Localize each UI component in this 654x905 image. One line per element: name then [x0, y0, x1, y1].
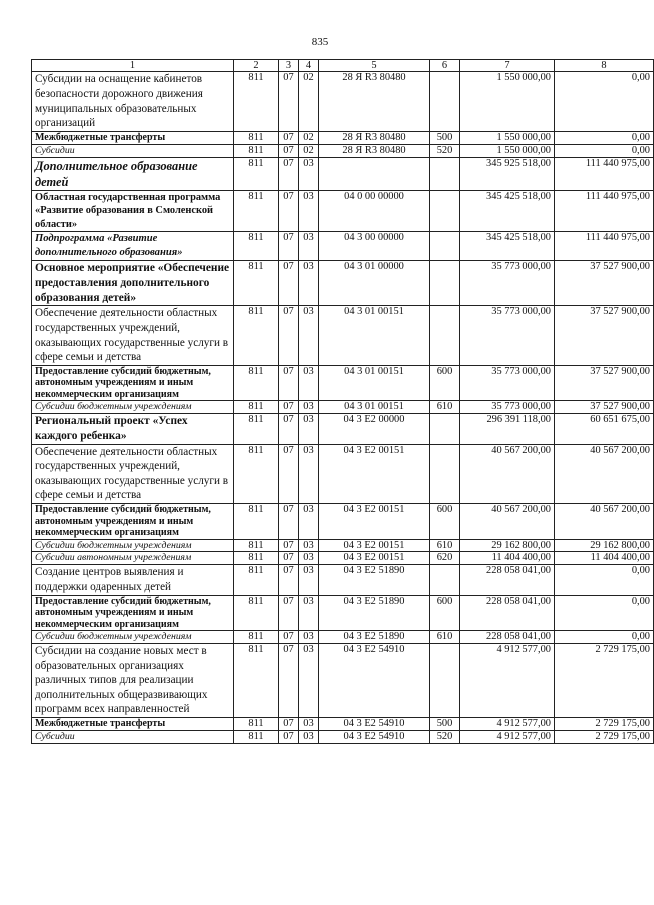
expense-type-cell: 600 [430, 595, 460, 631]
table-row [32, 631, 654, 644]
header-cell: 7 [460, 60, 555, 72]
section-code-cell: 07 [279, 232, 299, 261]
target-article-cell: 28 Я R3 80480 [319, 72, 430, 131]
subsection-code-cell: 03 [299, 260, 319, 305]
table-row [32, 260, 654, 305]
target-article-cell: 04 3 E2 54910 [319, 717, 430, 730]
target-article-cell: 04 3 E2 00000 [319, 414, 430, 445]
ministry-code-cell: 811 [234, 504, 279, 540]
ministry-code-cell: 811 [234, 144, 279, 157]
expense-type-cell: 500 [430, 717, 460, 730]
target-article-cell: 04 3 E2 00151 [319, 539, 430, 552]
expense-type-cell: 620 [430, 552, 460, 565]
header-cell: 5 [319, 60, 430, 72]
expense-type-cell: 610 [430, 401, 460, 414]
target-article-cell: 04 3 E2 51890 [319, 565, 430, 595]
amount-year-2-cell: 2 729 175,00 [555, 644, 654, 718]
expense-type-cell [430, 190, 460, 232]
item-name-cell: Областная государственная программа «Развитие образования в Смоленской области» [32, 190, 234, 232]
item-name-cell: Субсидии [32, 144, 234, 157]
expense-type-cell [430, 414, 460, 445]
item-name-cell: Предоставление субсидий бюджетным, автономным учреждениям и иным некоммерческим организациям [32, 504, 234, 540]
section-code-cell: 07 [279, 190, 299, 232]
item-name-cell: Подпрограмма «Развитие дополнительного образования» [32, 232, 234, 261]
subsection-code-cell: 03 [299, 365, 319, 401]
amount-year-2-cell: 0,00 [555, 144, 654, 157]
amount-year-1-cell: 4 912 577,00 [460, 644, 555, 718]
expense-type-cell: 600 [430, 504, 460, 540]
table-row [32, 401, 654, 414]
expense-type-cell: 600 [430, 365, 460, 401]
amount-year-2-cell: 111 440 975,00 [555, 157, 654, 190]
amount-year-2-cell: 29 162 800,00 [555, 539, 654, 552]
section-code-cell: 07 [279, 504, 299, 540]
ministry-code-cell: 811 [234, 365, 279, 401]
ministry-code-cell: 811 [234, 157, 279, 190]
ministry-code-cell: 811 [234, 717, 279, 730]
table-row [32, 72, 654, 131]
item-name-cell: Обеспечение деятельности областных государственных учреждений, оказывающих государственные услуги в сфере семьи и детства [32, 306, 234, 365]
expense-type-cell [430, 565, 460, 595]
table-row [32, 144, 654, 157]
subsection-code-cell: 03 [299, 565, 319, 595]
amount-year-1-cell: 228 058 041,00 [460, 631, 555, 644]
table-row [32, 539, 654, 552]
section-code-cell: 07 [279, 444, 299, 503]
ministry-code-cell: 811 [234, 131, 279, 144]
item-name-cell: Межбюджетные трансферты [32, 717, 234, 730]
ministry-code-cell: 811 [234, 539, 279, 552]
item-name-cell: Дополнительное образование детей [32, 157, 234, 190]
section-code-cell: 07 [279, 365, 299, 401]
table-row [32, 565, 654, 595]
ministry-code-cell: 811 [234, 72, 279, 131]
amount-year-2-cell: 37 527 900,00 [555, 260, 654, 305]
ministry-code-cell: 811 [234, 190, 279, 232]
table-row [32, 190, 654, 232]
ministry-code-cell: 811 [234, 401, 279, 414]
amount-year-1-cell: 35 773 000,00 [460, 401, 555, 414]
amount-year-2-cell: 2 729 175,00 [555, 717, 654, 730]
table-row [32, 730, 654, 743]
amount-year-1-cell: 1 550 000,00 [460, 144, 555, 157]
ministry-code-cell: 811 [234, 552, 279, 565]
subsection-code-cell: 03 [299, 414, 319, 445]
amount-year-2-cell: 0,00 [555, 631, 654, 644]
expense-type-cell [430, 232, 460, 261]
table-row [32, 444, 654, 503]
subsection-code-cell: 03 [299, 595, 319, 631]
section-code-cell: 07 [279, 401, 299, 414]
table-row [32, 414, 654, 445]
header-cell: 1 [32, 60, 234, 72]
amount-year-1-cell: 35 773 000,00 [460, 365, 555, 401]
subsection-code-cell: 02 [299, 72, 319, 131]
amount-year-1-cell: 345 425 518,00 [460, 190, 555, 232]
amount-year-1-cell: 40 567 200,00 [460, 444, 555, 503]
ministry-code-cell: 811 [234, 260, 279, 305]
ministry-code-cell: 811 [234, 232, 279, 261]
subsection-code-cell: 03 [299, 631, 319, 644]
header-cell: 3 [279, 60, 299, 72]
amount-year-2-cell: 37 527 900,00 [555, 365, 654, 401]
item-name-cell: Субсидии бюджетным учреждениям [32, 539, 234, 552]
table-row [32, 232, 654, 261]
table-row [32, 365, 654, 401]
target-article-cell: 04 3 E2 00151 [319, 504, 430, 540]
table-row [32, 552, 654, 565]
section-code-cell: 07 [279, 539, 299, 552]
amount-year-1-cell: 11 404 400,00 [460, 552, 555, 565]
item-name-cell: Субсидии бюджетным учреждениям [32, 401, 234, 414]
target-article-cell: 04 3 00 00000 [319, 232, 430, 261]
ministry-code-cell: 811 [234, 730, 279, 743]
item-name-cell: Субсидии [32, 730, 234, 743]
table-row [32, 717, 654, 730]
section-code-cell: 07 [279, 644, 299, 718]
target-article-cell: 04 3 E2 51890 [319, 631, 430, 644]
amount-year-1-cell: 29 162 800,00 [460, 539, 555, 552]
subsection-code-cell: 03 [299, 232, 319, 261]
amount-year-2-cell: 111 440 975,00 [555, 190, 654, 232]
table-row [32, 644, 654, 718]
section-code-cell: 07 [279, 131, 299, 144]
subsection-code-cell: 03 [299, 157, 319, 190]
target-article-cell: 04 3 E2 51890 [319, 595, 430, 631]
ministry-code-cell: 811 [234, 565, 279, 595]
expense-type-cell: 520 [430, 730, 460, 743]
item-name-cell: Создание центров выявления и поддержки одаренных детей [32, 565, 234, 595]
section-code-cell: 07 [279, 157, 299, 190]
amount-year-1-cell: 1 550 000,00 [460, 131, 555, 144]
expense-type-cell [430, 157, 460, 190]
item-name-cell: Предоставление субсидий бюджетным, автономным учреждениям и иным некоммерческим организациям [32, 595, 234, 631]
target-article-cell: 04 3 01 00151 [319, 401, 430, 414]
subsection-code-cell: 03 [299, 444, 319, 503]
target-article-cell [319, 157, 430, 190]
ministry-code-cell: 811 [234, 595, 279, 631]
amount-year-1-cell: 345 425 518,00 [460, 232, 555, 261]
expense-type-cell [430, 260, 460, 305]
amount-year-2-cell: 0,00 [555, 131, 654, 144]
page-number: 835 [311, 36, 329, 48]
header-cell: 8 [555, 60, 654, 72]
expense-type-cell: 610 [430, 539, 460, 552]
amount-year-1-cell: 4 912 577,00 [460, 717, 555, 730]
header-cell: 2 [234, 60, 279, 72]
subsection-code-cell: 02 [299, 131, 319, 144]
subsection-code-cell: 03 [299, 552, 319, 565]
item-name-cell: Предоставление субсидий бюджетным, автономным учреждениям и иным некоммерческим организациям [32, 365, 234, 401]
subsection-code-cell: 03 [299, 539, 319, 552]
expense-type-cell [430, 444, 460, 503]
ministry-code-cell: 811 [234, 444, 279, 503]
table-header-row [32, 60, 654, 72]
section-code-cell: 07 [279, 565, 299, 595]
expense-type-cell [430, 644, 460, 718]
amount-year-2-cell: 2 729 175,00 [555, 730, 654, 743]
table-row [32, 595, 654, 631]
subsection-code-cell: 03 [299, 306, 319, 365]
item-name-cell: Субсидии бюджетным учреждениям [32, 631, 234, 644]
expense-type-cell: 520 [430, 144, 460, 157]
expense-type-cell [430, 72, 460, 131]
ministry-code-cell: 811 [234, 414, 279, 445]
item-name-cell: Региональный проект «Успех каждого ребенка» [32, 414, 234, 445]
amount-year-1-cell: 296 391 118,00 [460, 414, 555, 445]
amount-year-2-cell: 40 567 200,00 [555, 504, 654, 540]
amount-year-2-cell: 0,00 [555, 72, 654, 131]
target-article-cell: 04 3 E2 00151 [319, 444, 430, 503]
item-name-cell: Межбюджетные трансферты [32, 131, 234, 144]
amount-year-2-cell: 0,00 [555, 565, 654, 595]
amount-year-2-cell: 40 567 200,00 [555, 444, 654, 503]
subsection-code-cell: 03 [299, 717, 319, 730]
target-article-cell: 04 0 00 00000 [319, 190, 430, 232]
section-code-cell: 07 [279, 72, 299, 131]
ministry-code-cell: 811 [234, 306, 279, 365]
item-name-cell: Субсидии на оснащение кабинетов безопасности дорожного движения муниципальных образовательных организаций [32, 72, 234, 131]
amount-year-1-cell: 35 773 000,00 [460, 260, 555, 305]
amount-year-1-cell: 40 567 200,00 [460, 504, 555, 540]
item-name-cell: Субсидии на создание новых мест в образовательных организациях различных типов для реализации дополнительных общеразвивающих программ всех направленностей [32, 644, 234, 718]
amount-year-1-cell: 345 925 518,00 [460, 157, 555, 190]
amount-year-2-cell: 60 651 675,00 [555, 414, 654, 445]
amount-year-1-cell: 35 773 000,00 [460, 306, 555, 365]
table-row [32, 157, 654, 190]
budget-table [31, 59, 654, 744]
section-code-cell: 07 [279, 552, 299, 565]
section-code-cell: 07 [279, 306, 299, 365]
amount-year-2-cell: 111 440 975,00 [555, 232, 654, 261]
table-row [32, 131, 654, 144]
section-code-cell: 07 [279, 631, 299, 644]
section-code-cell: 07 [279, 730, 299, 743]
amount-year-2-cell: 37 527 900,00 [555, 306, 654, 365]
section-code-cell: 07 [279, 260, 299, 305]
amount-year-1-cell: 228 058 041,00 [460, 565, 555, 595]
ministry-code-cell: 811 [234, 644, 279, 718]
expense-type-cell [430, 306, 460, 365]
item-name-cell: Субсидии автономным учреждениям [32, 552, 234, 565]
table-row [32, 306, 654, 365]
expense-type-cell: 500 [430, 131, 460, 144]
subsection-code-cell: 03 [299, 644, 319, 718]
target-article-cell: 04 3 E2 00151 [319, 552, 430, 565]
target-article-cell: 04 3 01 00151 [319, 306, 430, 365]
section-code-cell: 07 [279, 414, 299, 445]
table-body [32, 72, 654, 743]
target-article-cell: 04 3 E2 54910 [319, 644, 430, 718]
header-cell: 6 [430, 60, 460, 72]
item-name-cell: Обеспечение деятельности областных государственных учреждений, оказывающих государственные услуги в сфере семьи и детства [32, 444, 234, 503]
ministry-code-cell: 811 [234, 631, 279, 644]
table-row [32, 504, 654, 540]
section-code-cell: 07 [279, 595, 299, 631]
section-code-cell: 07 [279, 717, 299, 730]
amount-year-2-cell: 0,00 [555, 595, 654, 631]
amount-year-1-cell: 1 550 000,00 [460, 72, 555, 131]
header-cell: 4 [299, 60, 319, 72]
subsection-code-cell: 03 [299, 730, 319, 743]
target-article-cell: 04 3 E2 54910 [319, 730, 430, 743]
expense-type-cell: 610 [430, 631, 460, 644]
subsection-code-cell: 03 [299, 190, 319, 232]
subsection-code-cell: 03 [299, 401, 319, 414]
target-article-cell: 28 Я R3 80480 [319, 131, 430, 144]
subsection-code-cell: 02 [299, 144, 319, 157]
target-article-cell: 04 3 01 00151 [319, 365, 430, 401]
target-article-cell: 04 3 01 00000 [319, 260, 430, 305]
item-name-cell: Основное мероприятие «Обеспечение предоставления дополнительного образования детей» [32, 260, 234, 305]
amount-year-2-cell: 11 404 400,00 [555, 552, 654, 565]
amount-year-1-cell: 4 912 577,00 [460, 730, 555, 743]
amount-year-1-cell: 228 058 041,00 [460, 595, 555, 631]
amount-year-2-cell: 37 527 900,00 [555, 401, 654, 414]
target-article-cell: 28 Я R3 80480 [319, 144, 430, 157]
section-code-cell: 07 [279, 144, 299, 157]
subsection-code-cell: 03 [299, 504, 319, 540]
